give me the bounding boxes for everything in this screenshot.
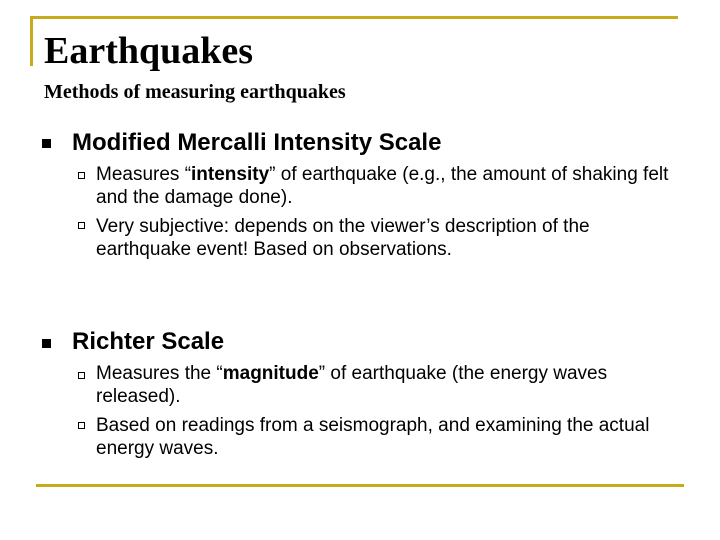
left-rule <box>30 16 33 66</box>
hollow-square-bullet-icon <box>78 422 85 429</box>
hollow-square-bullet-icon <box>78 172 85 179</box>
top-rule <box>30 16 678 19</box>
hollow-square-bullet-icon <box>78 222 85 229</box>
section-heading-mercalli: Modified Mercalli Intensity Scale <box>72 129 442 156</box>
square-bullet-icon <box>42 139 51 148</box>
list-item: Measures “intensity” of earthquake (e.g., the amount of shaking felt and the damage done). <box>96 164 669 208</box>
bottom-rule <box>36 484 684 487</box>
square-bullet-icon <box>42 339 51 348</box>
list-item: Measures the “magnitude” of earthquake (the energy waves released). <box>96 363 608 407</box>
slide-title: Earthquakes <box>44 30 254 72</box>
slide-subtitle: Methods of measuring earthquakes <box>44 81 346 103</box>
hollow-square-bullet-icon <box>78 372 85 379</box>
section-heading-richter: Richter Scale <box>72 328 225 355</box>
list-item: Based on readings from a seismograph, and examining the actual energy waves. <box>96 415 650 459</box>
list-item: Very subjective: depends on the viewer’s description of the earthquake event! Based on observations. <box>96 216 590 260</box>
